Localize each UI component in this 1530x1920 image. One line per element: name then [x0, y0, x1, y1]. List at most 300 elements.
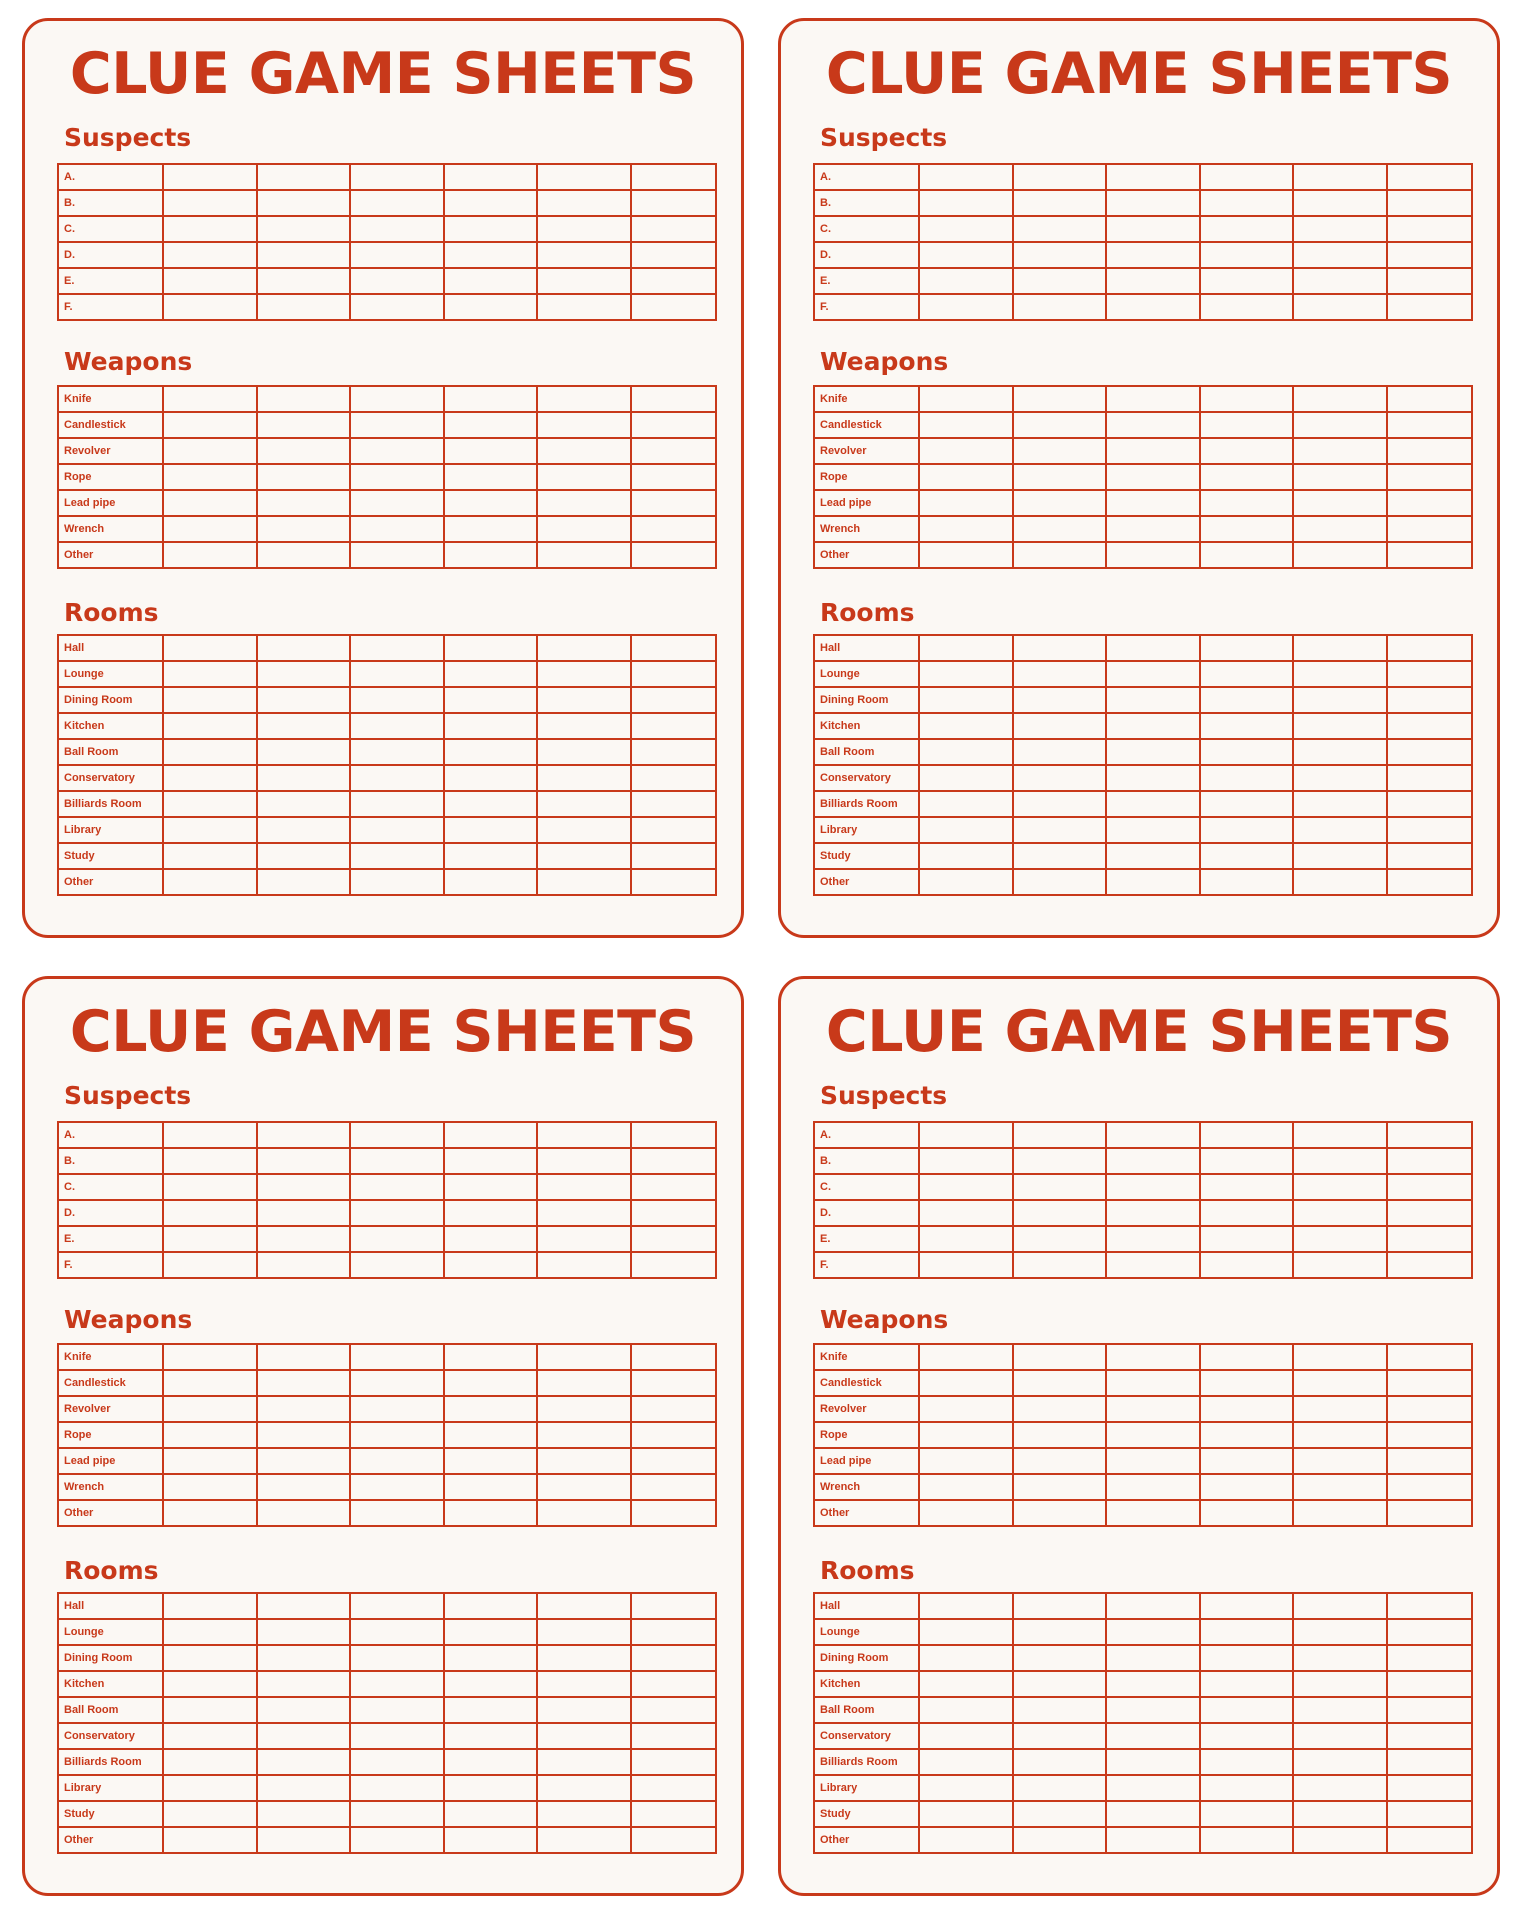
mark-cell[interactable] [1387, 1749, 1472, 1775]
mark-cell[interactable] [1293, 1200, 1387, 1226]
mark-cell[interactable] [257, 1593, 351, 1619]
mark-cell[interactable] [537, 1775, 631, 1801]
mark-cell[interactable] [444, 490, 538, 516]
mark-cell[interactable] [163, 216, 257, 242]
mark-cell[interactable] [1013, 1619, 1107, 1645]
mark-cell[interactable] [919, 516, 1013, 542]
mark-cell[interactable] [631, 1474, 716, 1500]
mark-cell[interactable] [350, 1148, 444, 1174]
mark-cell[interactable] [1106, 1645, 1200, 1671]
mark-cell[interactable] [350, 216, 444, 242]
mark-cell[interactable] [350, 739, 444, 765]
mark-cell[interactable] [163, 1252, 257, 1278]
mark-cell[interactable] [537, 190, 631, 216]
mark-cell[interactable] [444, 1697, 538, 1723]
mark-cell[interactable] [1387, 1723, 1472, 1749]
mark-cell[interactable] [257, 869, 351, 895]
mark-cell[interactable] [1106, 1226, 1200, 1252]
mark-cell[interactable] [537, 1827, 631, 1853]
mark-cell[interactable] [257, 1148, 351, 1174]
mark-cell[interactable] [163, 190, 257, 216]
mark-cell[interactable] [919, 294, 1013, 320]
mark-cell[interactable] [257, 739, 351, 765]
mark-cell[interactable] [1013, 1827, 1107, 1853]
mark-cell[interactable] [163, 1448, 257, 1474]
mark-cell[interactable] [537, 817, 631, 843]
mark-cell[interactable] [1293, 1226, 1387, 1252]
mark-cell[interactable] [919, 635, 1013, 661]
mark-cell[interactable] [919, 242, 1013, 268]
mark-cell[interactable] [163, 1500, 257, 1526]
mark-cell[interactable] [1200, 294, 1294, 320]
mark-cell[interactable] [1293, 412, 1387, 438]
mark-cell[interactable] [1106, 1723, 1200, 1749]
mark-cell[interactable] [537, 1226, 631, 1252]
mark-cell[interactable] [444, 542, 538, 568]
mark-cell[interactable] [163, 294, 257, 320]
mark-cell[interactable] [631, 843, 716, 869]
mark-cell[interactable] [1200, 164, 1294, 190]
mark-cell[interactable] [1200, 765, 1294, 791]
mark-cell[interactable] [444, 1671, 538, 1697]
mark-cell[interactable] [1293, 713, 1387, 739]
mark-cell[interactable] [537, 490, 631, 516]
mark-cell[interactable] [444, 1226, 538, 1252]
mark-cell[interactable] [1013, 438, 1107, 464]
mark-cell[interactable] [444, 1500, 538, 1526]
mark-cell[interactable] [257, 1474, 351, 1500]
mark-cell[interactable] [919, 1645, 1013, 1671]
mark-cell[interactable] [1106, 713, 1200, 739]
mark-cell[interactable] [1106, 661, 1200, 687]
mark-cell[interactable] [444, 1344, 538, 1370]
mark-cell[interactable] [350, 164, 444, 190]
mark-cell[interactable] [1200, 1252, 1294, 1278]
mark-cell[interactable] [350, 190, 444, 216]
mark-cell[interactable] [444, 1775, 538, 1801]
mark-cell[interactable] [1293, 1619, 1387, 1645]
mark-cell[interactable] [1200, 190, 1294, 216]
mark-cell[interactable] [919, 542, 1013, 568]
mark-cell[interactable] [631, 1396, 716, 1422]
mark-cell[interactable] [919, 1448, 1013, 1474]
mark-cell[interactable] [1013, 1645, 1107, 1671]
mark-cell[interactable] [163, 869, 257, 895]
mark-cell[interactable] [444, 1723, 538, 1749]
mark-cell[interactable] [1293, 1252, 1387, 1278]
mark-cell[interactable] [1387, 190, 1472, 216]
mark-cell[interactable] [1200, 1200, 1294, 1226]
mark-cell[interactable] [257, 294, 351, 320]
mark-cell[interactable] [1293, 190, 1387, 216]
mark-cell[interactable] [1200, 687, 1294, 713]
mark-cell[interactable] [537, 635, 631, 661]
mark-cell[interactable] [444, 1474, 538, 1500]
mark-cell[interactable] [350, 490, 444, 516]
mark-cell[interactable] [537, 1619, 631, 1645]
mark-cell[interactable] [631, 1422, 716, 1448]
mark-cell[interactable] [350, 1370, 444, 1396]
mark-cell[interactable] [163, 1344, 257, 1370]
mark-cell[interactable] [537, 1671, 631, 1697]
mark-cell[interactable] [1387, 1396, 1472, 1422]
mark-cell[interactable] [444, 268, 538, 294]
mark-cell[interactable] [631, 1370, 716, 1396]
mark-cell[interactable] [444, 1619, 538, 1645]
mark-cell[interactable] [350, 438, 444, 464]
mark-cell[interactable] [350, 635, 444, 661]
mark-cell[interactable] [1200, 1593, 1294, 1619]
mark-cell[interactable] [257, 1200, 351, 1226]
mark-cell[interactable] [537, 438, 631, 464]
mark-cell[interactable] [1387, 542, 1472, 568]
mark-cell[interactable] [350, 1226, 444, 1252]
mark-cell[interactable] [1200, 713, 1294, 739]
mark-cell[interactable] [919, 869, 1013, 895]
mark-cell[interactable] [1387, 661, 1472, 687]
mark-cell[interactable] [1387, 1448, 1472, 1474]
mark-cell[interactable] [444, 739, 538, 765]
mark-cell[interactable] [631, 164, 716, 190]
mark-cell[interactable] [919, 1723, 1013, 1749]
mark-cell[interactable] [1387, 216, 1472, 242]
mark-cell[interactable] [537, 1148, 631, 1174]
mark-cell[interactable] [631, 791, 716, 817]
mark-cell[interactable] [1013, 817, 1107, 843]
mark-cell[interactable] [1013, 661, 1107, 687]
mark-cell[interactable] [537, 1174, 631, 1200]
mark-cell[interactable] [537, 765, 631, 791]
mark-cell[interactable] [1200, 1619, 1294, 1645]
mark-cell[interactable] [444, 516, 538, 542]
mark-cell[interactable] [537, 1723, 631, 1749]
mark-cell[interactable] [1387, 1801, 1472, 1827]
mark-cell[interactable] [537, 1422, 631, 1448]
mark-cell[interactable] [163, 1593, 257, 1619]
mark-cell[interactable] [350, 713, 444, 739]
mark-cell[interactable] [1200, 1370, 1294, 1396]
mark-cell[interactable] [1387, 1370, 1472, 1396]
mark-cell[interactable] [350, 412, 444, 438]
mark-cell[interactable] [1387, 817, 1472, 843]
mark-cell[interactable] [537, 843, 631, 869]
mark-cell[interactable] [919, 1749, 1013, 1775]
mark-cell[interactable] [631, 1697, 716, 1723]
mark-cell[interactable] [1200, 490, 1294, 516]
mark-cell[interactable] [444, 1801, 538, 1827]
mark-cell[interactable] [444, 1122, 538, 1148]
mark-cell[interactable] [1200, 869, 1294, 895]
mark-cell[interactable] [163, 1226, 257, 1252]
mark-cell[interactable] [919, 1200, 1013, 1226]
mark-cell[interactable] [444, 216, 538, 242]
mark-cell[interactable] [257, 713, 351, 739]
mark-cell[interactable] [163, 1619, 257, 1645]
mark-cell[interactable] [1106, 242, 1200, 268]
mark-cell[interactable] [350, 1645, 444, 1671]
mark-cell[interactable] [919, 190, 1013, 216]
mark-cell[interactable] [1106, 687, 1200, 713]
mark-cell[interactable] [631, 739, 716, 765]
mark-cell[interactable] [631, 268, 716, 294]
mark-cell[interactable] [1293, 817, 1387, 843]
mark-cell[interactable] [1387, 1226, 1472, 1252]
mark-cell[interactable] [919, 1593, 1013, 1619]
mark-cell[interactable] [350, 1252, 444, 1278]
mark-cell[interactable] [444, 765, 538, 791]
mark-cell[interactable] [1200, 1122, 1294, 1148]
mark-cell[interactable] [919, 817, 1013, 843]
mark-cell[interactable] [350, 1500, 444, 1526]
mark-cell[interactable] [537, 268, 631, 294]
mark-cell[interactable] [444, 1370, 538, 1396]
mark-cell[interactable] [257, 1174, 351, 1200]
mark-cell[interactable] [919, 412, 1013, 438]
mark-cell[interactable] [537, 1801, 631, 1827]
mark-cell[interactable] [257, 1723, 351, 1749]
mark-cell[interactable] [1387, 635, 1472, 661]
mark-cell[interactable] [257, 1370, 351, 1396]
mark-cell[interactable] [257, 1344, 351, 1370]
mark-cell[interactable] [257, 216, 351, 242]
mark-cell[interactable] [631, 1122, 716, 1148]
mark-cell[interactable] [919, 464, 1013, 490]
mark-cell[interactable] [444, 713, 538, 739]
mark-cell[interactable] [1293, 1344, 1387, 1370]
mark-cell[interactable] [631, 216, 716, 242]
mark-cell[interactable] [350, 765, 444, 791]
mark-cell[interactable] [537, 791, 631, 817]
mark-cell[interactable] [631, 464, 716, 490]
mark-cell[interactable] [631, 1801, 716, 1827]
mark-cell[interactable] [257, 242, 351, 268]
mark-cell[interactable] [257, 490, 351, 516]
mark-cell[interactable] [163, 765, 257, 791]
mark-cell[interactable] [163, 1396, 257, 1422]
mark-cell[interactable] [1387, 1252, 1472, 1278]
mark-cell[interactable] [919, 843, 1013, 869]
mark-cell[interactable] [350, 1619, 444, 1645]
mark-cell[interactable] [1013, 1226, 1107, 1252]
mark-cell[interactable] [444, 687, 538, 713]
mark-cell[interactable] [537, 1645, 631, 1671]
mark-cell[interactable] [919, 1396, 1013, 1422]
mark-cell[interactable] [163, 1422, 257, 1448]
mark-cell[interactable] [1387, 1148, 1472, 1174]
mark-cell[interactable] [1013, 1697, 1107, 1723]
mark-cell[interactable] [631, 1593, 716, 1619]
mark-cell[interactable] [1013, 713, 1107, 739]
mark-cell[interactable] [1013, 765, 1107, 791]
mark-cell[interactable] [631, 765, 716, 791]
mark-cell[interactable] [631, 1723, 716, 1749]
mark-cell[interactable] [1293, 216, 1387, 242]
mark-cell[interactable] [350, 1749, 444, 1775]
mark-cell[interactable] [631, 1148, 716, 1174]
mark-cell[interactable] [1387, 268, 1472, 294]
mark-cell[interactable] [1293, 1645, 1387, 1671]
mark-cell[interactable] [257, 1422, 351, 1448]
mark-cell[interactable] [1013, 216, 1107, 242]
mark-cell[interactable] [350, 542, 444, 568]
mark-cell[interactable] [1387, 1344, 1472, 1370]
mark-cell[interactable] [919, 791, 1013, 817]
mark-cell[interactable] [1387, 1122, 1472, 1148]
mark-cell[interactable] [163, 164, 257, 190]
mark-cell[interactable] [163, 1827, 257, 1853]
mark-cell[interactable] [1387, 1593, 1472, 1619]
mark-cell[interactable] [350, 687, 444, 713]
mark-cell[interactable] [1293, 386, 1387, 412]
mark-cell[interactable] [163, 464, 257, 490]
mark-cell[interactable] [1106, 765, 1200, 791]
mark-cell[interactable] [919, 438, 1013, 464]
mark-cell[interactable] [919, 1226, 1013, 1252]
mark-cell[interactable] [631, 1200, 716, 1226]
mark-cell[interactable] [1106, 438, 1200, 464]
mark-cell[interactable] [1200, 438, 1294, 464]
mark-cell[interactable] [1387, 791, 1472, 817]
mark-cell[interactable] [537, 1396, 631, 1422]
mark-cell[interactable] [1106, 386, 1200, 412]
mark-cell[interactable] [163, 1174, 257, 1200]
mark-cell[interactable] [163, 739, 257, 765]
mark-cell[interactable] [1106, 490, 1200, 516]
mark-cell[interactable] [631, 1226, 716, 1252]
mark-cell[interactable] [919, 1775, 1013, 1801]
mark-cell[interactable] [1200, 412, 1294, 438]
mark-cell[interactable] [1387, 412, 1472, 438]
mark-cell[interactable] [163, 242, 257, 268]
mark-cell[interactable] [1200, 242, 1294, 268]
mark-cell[interactable] [350, 1723, 444, 1749]
mark-cell[interactable] [1106, 516, 1200, 542]
mark-cell[interactable] [1200, 1697, 1294, 1723]
mark-cell[interactable] [163, 1697, 257, 1723]
mark-cell[interactable] [1387, 1671, 1472, 1697]
mark-cell[interactable] [1293, 687, 1387, 713]
mark-cell[interactable] [1293, 1723, 1387, 1749]
mark-cell[interactable] [444, 843, 538, 869]
mark-cell[interactable] [1200, 1671, 1294, 1697]
mark-cell[interactable] [257, 1697, 351, 1723]
mark-cell[interactable] [1106, 1697, 1200, 1723]
mark-cell[interactable] [1013, 1723, 1107, 1749]
mark-cell[interactable] [1293, 464, 1387, 490]
mark-cell[interactable] [919, 1827, 1013, 1853]
mark-cell[interactable] [1200, 1422, 1294, 1448]
mark-cell[interactable] [163, 1775, 257, 1801]
mark-cell[interactable] [1013, 1174, 1107, 1200]
mark-cell[interactable] [444, 464, 538, 490]
mark-cell[interactable] [1200, 464, 1294, 490]
mark-cell[interactable] [1387, 1500, 1472, 1526]
mark-cell[interactable] [1387, 1474, 1472, 1500]
mark-cell[interactable] [1013, 1148, 1107, 1174]
mark-cell[interactable] [1106, 1827, 1200, 1853]
mark-cell[interactable] [631, 1671, 716, 1697]
mark-cell[interactable] [1293, 1174, 1387, 1200]
mark-cell[interactable] [1200, 1344, 1294, 1370]
mark-cell[interactable] [1200, 1645, 1294, 1671]
mark-cell[interactable] [631, 1344, 716, 1370]
mark-cell[interactable] [163, 635, 257, 661]
mark-cell[interactable] [444, 164, 538, 190]
mark-cell[interactable] [537, 1749, 631, 1775]
mark-cell[interactable] [537, 294, 631, 320]
mark-cell[interactable] [1106, 190, 1200, 216]
mark-cell[interactable] [1387, 516, 1472, 542]
mark-cell[interactable] [1106, 739, 1200, 765]
mark-cell[interactable] [631, 1252, 716, 1278]
mark-cell[interactable] [537, 412, 631, 438]
mark-cell[interactable] [537, 242, 631, 268]
mark-cell[interactable] [631, 490, 716, 516]
mark-cell[interactable] [919, 1474, 1013, 1500]
mark-cell[interactable] [1293, 1749, 1387, 1775]
mark-cell[interactable] [257, 386, 351, 412]
mark-cell[interactable] [350, 1775, 444, 1801]
mark-cell[interactable] [537, 1344, 631, 1370]
mark-cell[interactable] [1106, 1422, 1200, 1448]
mark-cell[interactable] [350, 516, 444, 542]
mark-cell[interactable] [163, 1122, 257, 1148]
mark-cell[interactable] [350, 1697, 444, 1723]
mark-cell[interactable] [1013, 1671, 1107, 1697]
mark-cell[interactable] [919, 661, 1013, 687]
mark-cell[interactable] [631, 242, 716, 268]
mark-cell[interactable] [919, 1500, 1013, 1526]
mark-cell[interactable] [1293, 1775, 1387, 1801]
mark-cell[interactable] [1200, 386, 1294, 412]
mark-cell[interactable] [537, 1500, 631, 1526]
mark-cell[interactable] [1200, 817, 1294, 843]
mark-cell[interactable] [919, 1422, 1013, 1448]
mark-cell[interactable] [257, 516, 351, 542]
mark-cell[interactable] [257, 1396, 351, 1422]
mark-cell[interactable] [257, 765, 351, 791]
mark-cell[interactable] [1293, 1122, 1387, 1148]
mark-cell[interactable] [1293, 791, 1387, 817]
mark-cell[interactable] [1106, 542, 1200, 568]
mark-cell[interactable] [257, 438, 351, 464]
mark-cell[interactable] [163, 268, 257, 294]
mark-cell[interactable] [631, 687, 716, 713]
mark-cell[interactable] [1293, 1422, 1387, 1448]
mark-cell[interactable] [350, 386, 444, 412]
mark-cell[interactable] [919, 1252, 1013, 1278]
mark-cell[interactable] [350, 1448, 444, 1474]
mark-cell[interactable] [163, 542, 257, 568]
mark-cell[interactable] [1293, 635, 1387, 661]
mark-cell[interactable] [631, 1827, 716, 1853]
mark-cell[interactable] [1106, 1801, 1200, 1827]
mark-cell[interactable] [257, 817, 351, 843]
mark-cell[interactable] [1200, 1474, 1294, 1500]
mark-cell[interactable] [1293, 268, 1387, 294]
mark-cell[interactable] [1293, 294, 1387, 320]
mark-cell[interactable] [1200, 661, 1294, 687]
mark-cell[interactable] [257, 1645, 351, 1671]
mark-cell[interactable] [1200, 791, 1294, 817]
mark-cell[interactable] [919, 1174, 1013, 1200]
mark-cell[interactable] [631, 635, 716, 661]
mark-cell[interactable] [537, 216, 631, 242]
mark-cell[interactable] [163, 1474, 257, 1500]
mark-cell[interactable] [163, 687, 257, 713]
mark-cell[interactable] [163, 1200, 257, 1226]
mark-cell[interactable] [1106, 1370, 1200, 1396]
